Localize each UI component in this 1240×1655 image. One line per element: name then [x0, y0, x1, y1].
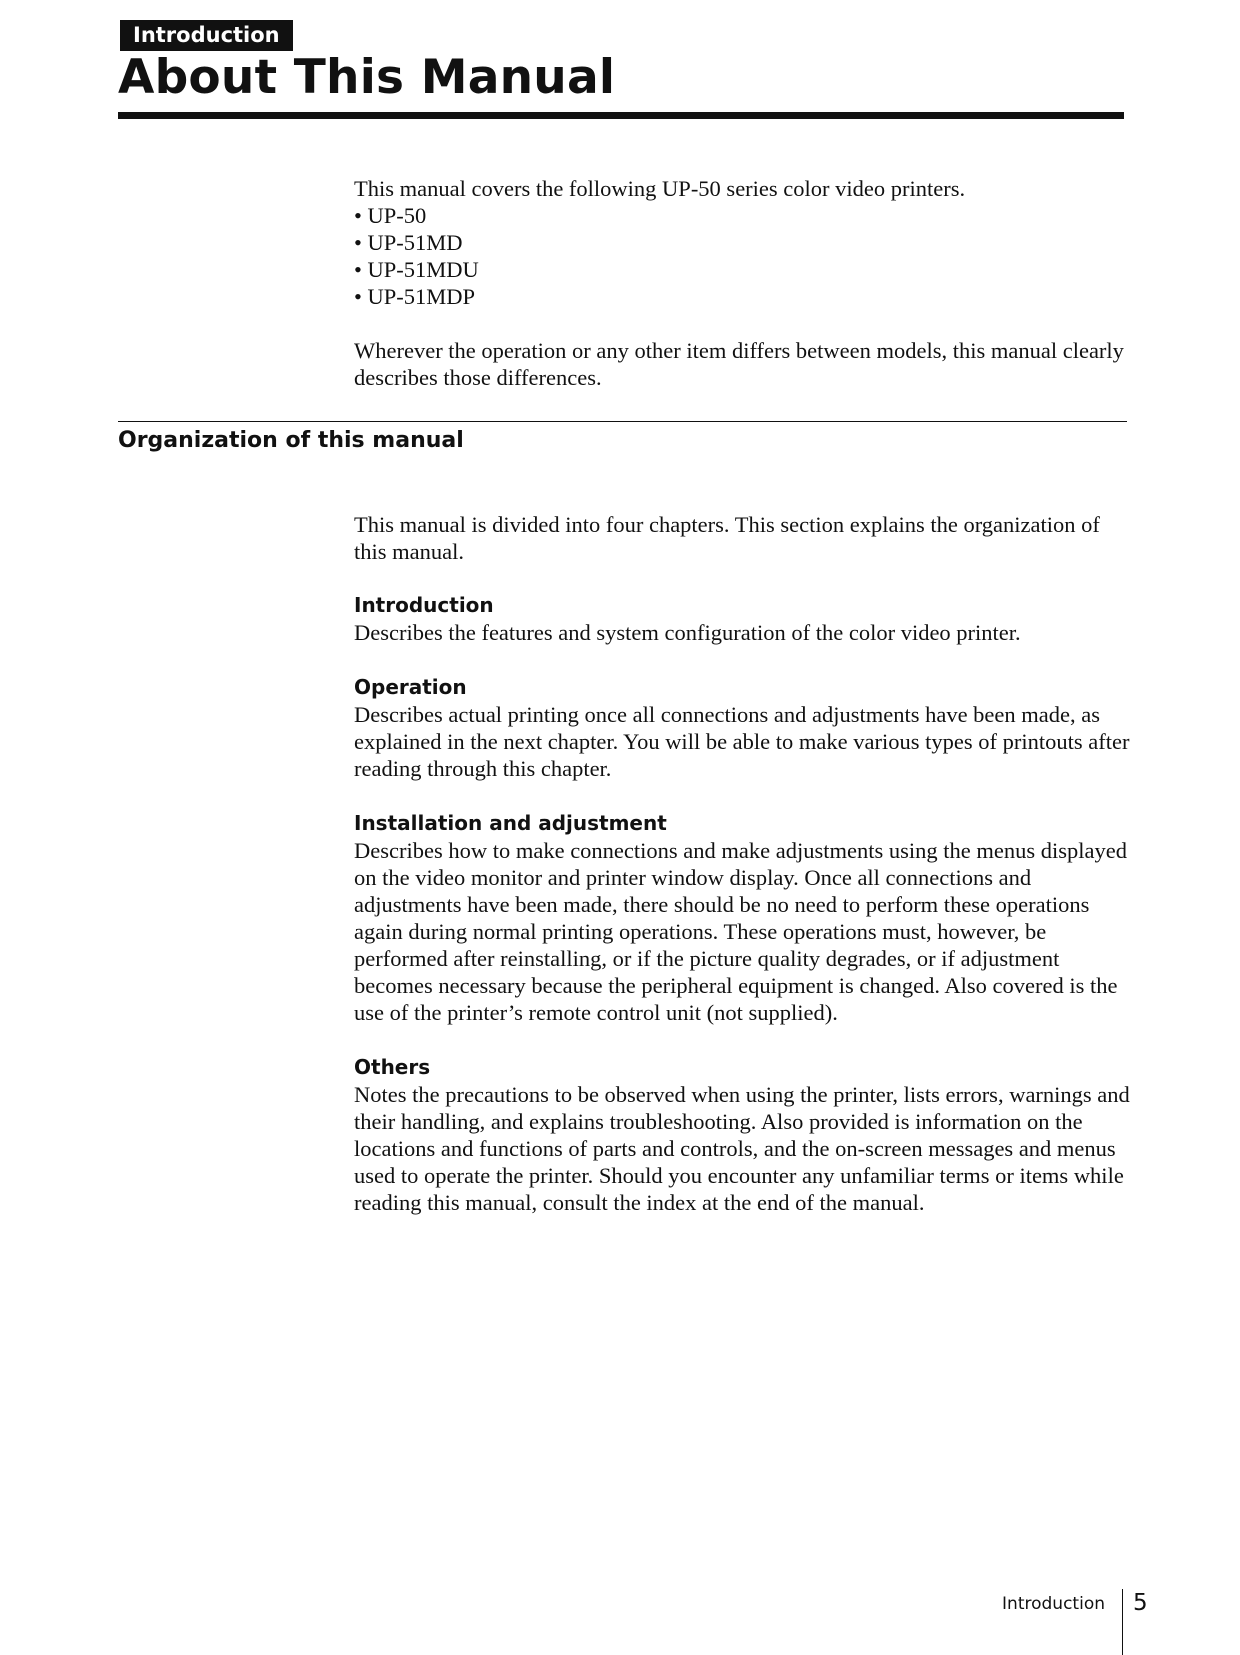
chapter-description: Describes how to make connections and make adjustments using the menus displayed on the video monitor and printer window display. Once all connections and adjustments have been made, there should be no need to perform these operations again during normal printing operations. These operations must, however, be performed after reinstalling, or if the picture quality degrades, or if adjustment becomes necessary because the peripheral equipment is changed. Also covered is the use of the printer’s remote control unit (not supplied).	[354, 838, 1127, 1025]
section-tag: Introduction	[120, 20, 293, 51]
chapter-introduction	[354, 592, 1134, 646]
chapter-operation	[354, 674, 1134, 782]
model-item: • UP-51MDU	[354, 256, 1134, 283]
section-rule	[118, 421, 1127, 422]
title-rule	[118, 112, 1124, 119]
chapter-title: Introduction	[354, 593, 494, 617]
model-list	[354, 202, 1134, 310]
page-number: 5	[1133, 1590, 1148, 1616]
intro-note: Wherever the operation or any other item differs between models, this manual clearly describes those differences.	[354, 338, 1124, 390]
footer-section-label: Introduction	[1002, 1594, 1105, 1614]
intro-lead: This manual covers the following UP-50 series color video printers.	[354, 176, 966, 201]
organization-lead: This manual is divided into four chapters. This section explains the organization of this manual.	[354, 512, 1100, 564]
chapter-installation	[354, 810, 1134, 1026]
model-item: • UP-51MDP	[354, 283, 1134, 310]
model-item: • UP-51MD	[354, 229, 1134, 256]
model-item: • UP-50	[354, 202, 1134, 229]
chapter-title: Installation and adjustment	[354, 811, 667, 835]
chapter-title: Others	[354, 1055, 431, 1079]
footer-rule	[1122, 1589, 1123, 1655]
section-heading: Organization of this manual	[118, 428, 464, 453]
chapter-description: Describes the features and system configuration of the color video printer.	[354, 620, 1021, 645]
chapter-title: Operation	[354, 675, 467, 699]
page-title: About This Manual	[118, 50, 616, 105]
chapter-description: Describes actual printing once all connections and adjustments have been made, as explained in the next chapter. You will be able to make various types of printouts after reading through this chapter.	[354, 702, 1130, 781]
chapter-description: Notes the precautions to be observed when using the printer, lists errors, warnings and their handling, and explains troubleshooting. Also provided is information on the locations and functions of parts and controls, and the on-screen messages and menus used to operate the printer. Should you encounter any unfamiliar terms or items while reading this manual, consult the index at the end of the manual.	[354, 1082, 1130, 1215]
chapter-others	[354, 1054, 1134, 1216]
